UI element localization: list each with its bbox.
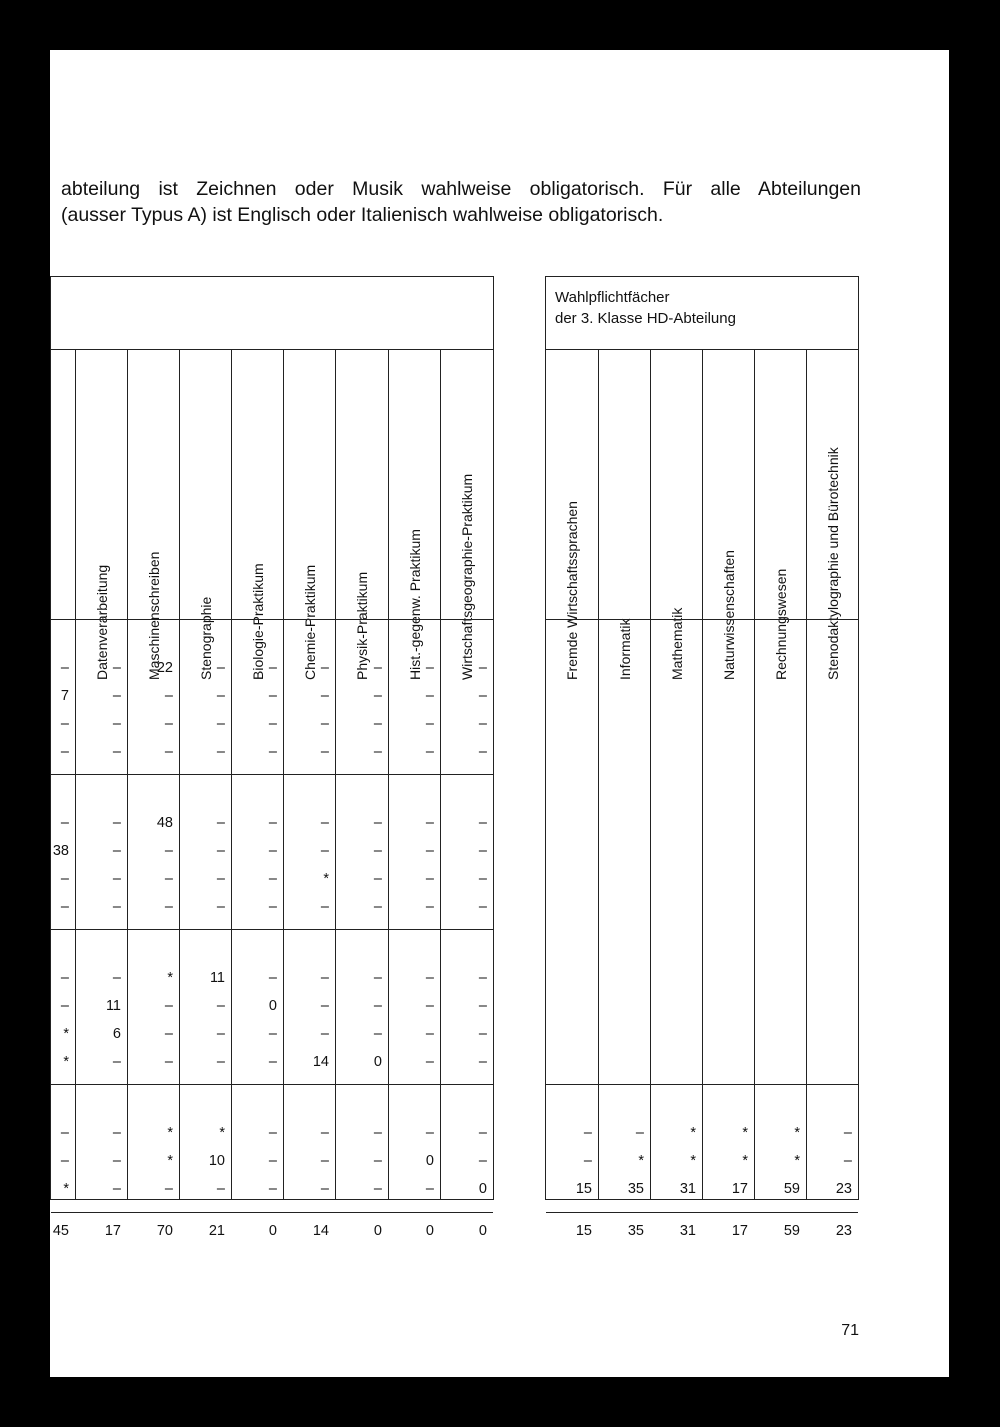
left-table-cell: – — [373, 1153, 382, 1169]
right-table-column-label: Fremde Wirtschaftssprachen — [564, 501, 580, 680]
left-table-total-cell: 21 — [208, 1223, 225, 1239]
left-table-cell: – — [164, 871, 173, 887]
left-table-cell: – — [60, 1153, 69, 1169]
left-table-cell: – — [373, 998, 382, 1014]
left-table-cell: * — [167, 1153, 173, 1169]
left-table-cell: – — [60, 716, 69, 732]
right-table-column-5 — [806, 350, 858, 1199]
right-table — [545, 276, 859, 1239]
left-table-cell: – — [478, 1153, 487, 1169]
left-table-cell: – — [216, 1181, 225, 1197]
left-table-cell: – — [373, 744, 382, 760]
left-table-cell: – — [268, 1153, 277, 1169]
left-table-cell: – — [478, 815, 487, 831]
left-table-cell: – — [216, 1026, 225, 1042]
left-table-cell: – — [112, 970, 121, 986]
left-table-total-cell: 17 — [104, 1223, 121, 1239]
left-table-cell: – — [216, 660, 225, 676]
right-table-column-label: Rechnungswesen — [772, 568, 789, 680]
right-table-cell: 15 — [575, 1181, 592, 1197]
left-table-cell: 38 — [52, 843, 69, 859]
right-table-cell: – — [843, 1125, 852, 1141]
left-table-cell: – — [478, 688, 487, 704]
left-table-cell: – — [216, 843, 225, 859]
right-table-header — [546, 277, 858, 350]
left-table-cell: – — [373, 716, 382, 732]
left-table-cell: – — [216, 871, 225, 887]
left-table-cell: – — [268, 970, 277, 986]
left-table — [50, 276, 494, 1239]
left-table-cell: – — [268, 871, 277, 887]
right-table-cell: * — [638, 1153, 644, 1169]
left-table-cell: – — [112, 1153, 121, 1169]
right-table-cell: – — [583, 1153, 592, 1169]
right-table-cell: 17 — [731, 1181, 748, 1197]
intro-line-2: (ausser Typus A) ist Englisch oder Italienisch wahlweise obligatorisch. — [61, 204, 664, 226]
left-table-cell: – — [164, 688, 173, 704]
left-table-cell: – — [425, 970, 434, 986]
left-table-cell: – — [320, 1026, 329, 1042]
left-table-cell: – — [268, 1125, 277, 1141]
left-table-cell: – — [112, 1181, 121, 1197]
right-table-cell: * — [794, 1125, 800, 1141]
left-table-cell: – — [164, 998, 173, 1014]
left-table-cell: – — [112, 843, 121, 859]
left-table-cell: – — [478, 1125, 487, 1141]
left-table-cell: – — [164, 899, 173, 915]
left-table-column-label: Physik-Praktikum — [354, 571, 370, 680]
left-table-cell: – — [216, 688, 225, 704]
left-table-cell: – — [320, 688, 329, 704]
left-table-cell: – — [216, 716, 225, 732]
left-table-cell: – — [268, 744, 277, 760]
left-table-cell: – — [112, 1125, 121, 1141]
left-table-cell: – — [478, 970, 487, 986]
left-table-cell: – — [320, 1125, 329, 1141]
right-table-cell: – — [843, 1153, 852, 1169]
left-table-cell: – — [112, 899, 121, 915]
left-table-cell: – — [425, 1054, 434, 1070]
right-table-total-cell: 59 — [783, 1223, 800, 1239]
left-table-total-cell: 70 — [156, 1223, 173, 1239]
left-table-cell: 10 — [208, 1153, 225, 1169]
left-table-cell: – — [478, 744, 487, 760]
left-table-cell: – — [112, 815, 121, 831]
left-table-cell: 11 — [209, 970, 225, 986]
left-table-total-cell: 14 — [312, 1223, 329, 1239]
right-table-cell: * — [690, 1125, 696, 1141]
left-table-header — [51, 277, 493, 350]
page-number: 71 — [841, 1322, 859, 1339]
left-table-cell: – — [60, 899, 69, 915]
left-table-cell: – — [373, 1181, 382, 1197]
left-table-column-label: Chemie-Praktikum — [301, 564, 318, 680]
left-table-cell: – — [268, 899, 277, 915]
left-table-cell: – — [425, 1181, 434, 1197]
left-table-cell: – — [373, 843, 382, 859]
left-table-cell: – — [320, 744, 329, 760]
left-table-cell: – — [164, 716, 173, 732]
right-table-total-cell: 31 — [679, 1223, 696, 1239]
left-table-group-divider — [51, 1084, 493, 1085]
left-table-cell: – — [478, 899, 487, 915]
left-table-cell: – — [112, 660, 121, 676]
left-table-cell: 14 — [312, 1054, 329, 1070]
left-table-cell: 0 — [478, 1181, 487, 1197]
right-table-cell: * — [794, 1153, 800, 1169]
left-table-cell: – — [320, 843, 329, 859]
right-table-column-label: Mathematik — [668, 607, 685, 680]
left-table-cell: – — [112, 871, 121, 887]
left-table-cell: – — [60, 815, 69, 831]
right-table-cell: * — [742, 1153, 748, 1169]
left-table-cell: – — [373, 1125, 382, 1141]
left-table-cell: – — [320, 970, 329, 986]
left-table-cell: – — [425, 871, 434, 887]
left-table-cell: – — [268, 688, 277, 704]
left-table-cell: – — [268, 1026, 277, 1042]
left-table-cell: – — [478, 998, 487, 1014]
left-table-cell: – — [112, 1054, 121, 1070]
left-table-cell: – — [320, 899, 329, 915]
right-table-total-cell: 15 — [575, 1223, 592, 1239]
left-table-cell: – — [425, 716, 434, 732]
left-table-cell: – — [60, 871, 69, 887]
right-table-cell: * — [742, 1125, 748, 1141]
left-table-cell: 0 — [268, 998, 277, 1014]
right-table-totals-divider — [546, 1212, 858, 1213]
left-table-column-label: Biologie-Praktikum — [249, 563, 266, 680]
left-table-cell: – — [268, 843, 277, 859]
left-table-cell: – — [320, 1153, 329, 1169]
left-table-cell: 48 — [156, 815, 173, 831]
left-table-cell: 7 — [60, 688, 69, 704]
left-table-cell: – — [478, 716, 487, 732]
left-table-cell: 0 — [425, 1153, 434, 1169]
left-table-cell: – — [425, 660, 434, 676]
left-table-group-divider — [51, 929, 493, 930]
left-table-cell: – — [373, 970, 382, 986]
header-line-2: der 3. Klasse HD-Abteilung — [555, 310, 736, 327]
right-table-column-3 — [702, 350, 754, 1199]
left-table-cell: – — [164, 1181, 173, 1197]
left-table-cell: * — [63, 1181, 69, 1197]
left-table-total-cell: 0 — [425, 1223, 434, 1239]
right-table-column-1 — [598, 350, 650, 1199]
left-table-cell: – — [425, 1026, 434, 1042]
left-table-cell: – — [425, 899, 434, 915]
left-table-cell: – — [164, 1054, 173, 1070]
left-table-cell: – — [320, 660, 329, 676]
left-table-cell: 22 — [156, 660, 173, 676]
document-page — [50, 50, 949, 1377]
right-table-total-cell: 35 — [627, 1223, 644, 1239]
left-table-cell: – — [60, 1125, 69, 1141]
left-table-cell: – — [320, 716, 329, 732]
right-table-column-4 — [754, 350, 806, 1199]
left-table-cell: – — [320, 998, 329, 1014]
intro-line-1: abteilung ist Zeichnen oder Musik wahlweise obligatorisch. Für alle Abteilungen — [61, 178, 861, 200]
left-table-cell: * — [63, 1026, 69, 1042]
right-table-cell: 59 — [783, 1181, 800, 1197]
left-table-label-divider — [51, 619, 493, 620]
right-table-column-label: Stenodaktylographie und Bürotechnik — [824, 447, 841, 680]
left-table-cell: – — [478, 660, 487, 676]
right-table-cell: – — [583, 1125, 592, 1141]
left-table-cell: – — [268, 1054, 277, 1070]
left-table-cell: – — [478, 843, 487, 859]
left-table-cell: – — [425, 1125, 434, 1141]
intro-paragraph — [61, 176, 861, 228]
left-table-cell: – — [425, 843, 434, 859]
left-table-cell: 11 — [105, 998, 121, 1014]
right-table-cell: – — [635, 1125, 644, 1141]
right-table-label-divider — [546, 619, 858, 620]
left-table-cell: – — [60, 970, 69, 986]
header-line-1: Wahlpflichtfächer — [555, 289, 670, 306]
left-table-cell: – — [216, 1054, 225, 1070]
left-table-cell: – — [478, 1054, 487, 1070]
left-table-totals-divider — [51, 1212, 493, 1213]
right-table-cell: * — [690, 1153, 696, 1169]
left-table-cell: – — [216, 815, 225, 831]
left-table-cell: – — [112, 716, 121, 732]
left-table-cell: – — [425, 744, 434, 760]
right-table-group-divider — [546, 1084, 858, 1085]
left-table-total-cell: 0 — [373, 1223, 382, 1239]
right-table-total-cell: 17 — [731, 1223, 748, 1239]
left-table-cell: – — [164, 843, 173, 859]
right-table-header-text — [555, 287, 736, 329]
left-table-cell: 0 — [373, 1054, 382, 1070]
left-table-cell: – — [268, 815, 277, 831]
right-table-cell: 23 — [835, 1181, 852, 1197]
left-table-cell: – — [164, 1026, 173, 1042]
left-table-column-label: Maschinenschreiben — [145, 551, 162, 680]
left-table-cell: – — [425, 688, 434, 704]
left-table-cell: – — [60, 660, 69, 676]
left-table-cell: – — [268, 1181, 277, 1197]
left-table-cell: – — [425, 998, 434, 1014]
left-table-cell: – — [320, 1181, 329, 1197]
left-table-cell: – — [478, 871, 487, 887]
right-table-total-cell: 23 — [835, 1223, 852, 1239]
left-table-cell: – — [373, 899, 382, 915]
right-table-column-label: Naturwissenschaften — [720, 550, 737, 680]
left-table-column-label: Datenverarbeitung — [93, 564, 110, 680]
right-table-column-2 — [650, 350, 702, 1199]
left-table-cell: – — [373, 815, 382, 831]
left-table-cell: * — [323, 871, 329, 887]
left-table-cell: – — [425, 815, 434, 831]
left-table-total-cell: 0 — [268, 1223, 277, 1239]
left-table-cell: – — [373, 871, 382, 887]
right-table-column-0 — [546, 350, 598, 1199]
left-table-cell: 6 — [112, 1026, 121, 1042]
left-table-cell: * — [219, 1125, 225, 1141]
right-table-column-label: Informatik — [616, 618, 633, 680]
left-table-cell: * — [63, 1054, 69, 1070]
left-table-column-label: Wirtschaftsgeographie-Praktikum — [459, 473, 475, 680]
left-table-column-label: Stenographie — [197, 596, 214, 680]
left-table-cell: – — [268, 716, 277, 732]
left-table-cell: – — [216, 744, 225, 760]
left-table-cell: – — [373, 660, 382, 676]
left-table-cell: – — [320, 815, 329, 831]
left-table-cell: – — [373, 688, 382, 704]
left-table-cell: – — [164, 744, 173, 760]
left-table-cell: – — [478, 1026, 487, 1042]
left-table-cell: – — [60, 744, 69, 760]
left-table-cell: * — [167, 970, 173, 986]
left-table-cell: – — [216, 998, 225, 1014]
left-table-group-divider — [51, 774, 493, 775]
left-table-cell: – — [60, 998, 69, 1014]
left-table-total-cell: 45 — [52, 1223, 69, 1239]
left-table-cell: – — [112, 688, 121, 704]
left-table-cell: * — [167, 1125, 173, 1141]
left-table-cell: – — [268, 660, 277, 676]
left-table-column-label: Hist.-gegenw. Praktikum — [406, 529, 423, 680]
left-table-cell: – — [373, 1026, 382, 1042]
left-table-cell: – — [112, 744, 121, 760]
right-table-cell: 31 — [679, 1181, 696, 1197]
right-table-cell: 35 — [627, 1181, 644, 1197]
left-table-total-cell: 0 — [478, 1223, 487, 1239]
left-table-cell: – — [216, 899, 225, 915]
